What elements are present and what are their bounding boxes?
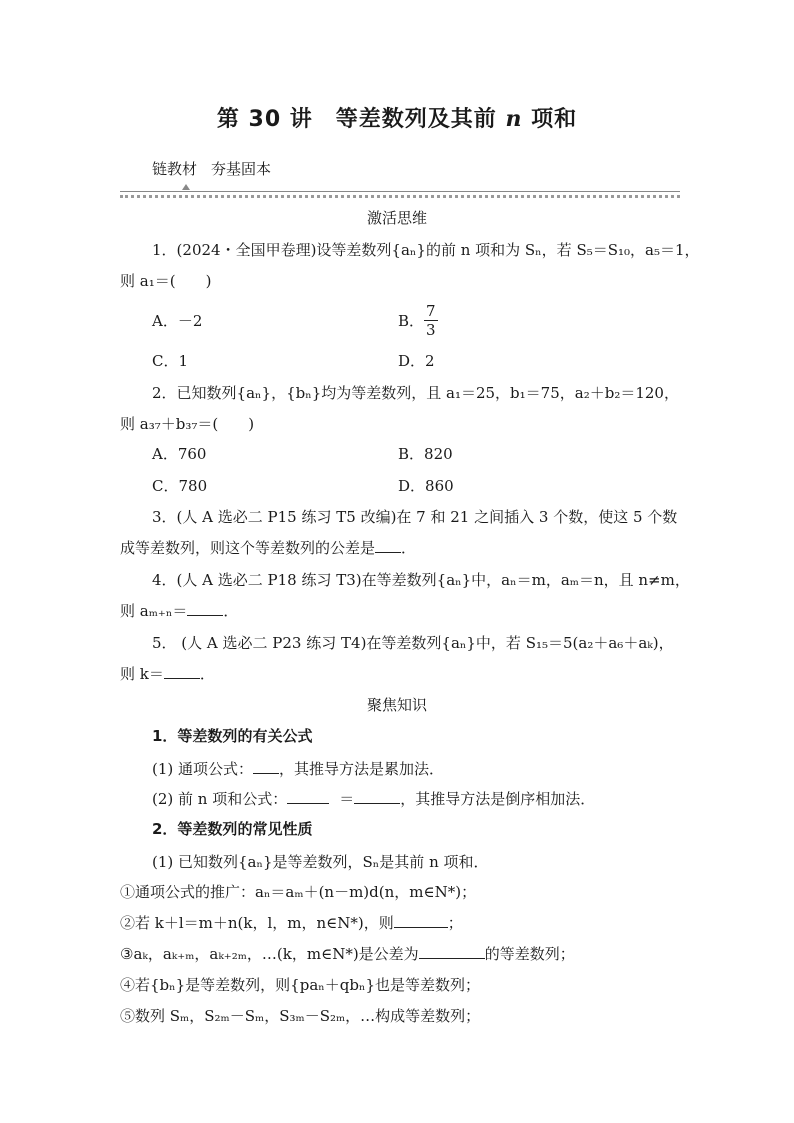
formula-sum-note: ，其推导方法是倒序相加法． <box>400 790 596 808</box>
q1-option-c: C．1 <box>152 352 189 370</box>
property-3-end: 的等差数列； <box>484 945 575 963</box>
formula-general-term <box>152 759 444 779</box>
q4-text: 则 aₘ₊ₙ＝ <box>120 602 188 620</box>
q2-option-c: C．780 <box>152 477 208 495</box>
sum-blank-2[interactable] <box>354 789 400 804</box>
property-4: ④若{bₙ}是等差数列，则{paₙ＋qbₙ}也是等差数列； <box>120 976 480 994</box>
property-2-end: ； <box>447 914 463 932</box>
q2-option-b: B．820 <box>398 445 453 463</box>
formula-general-term-note: ，其推导方法是累加法． <box>279 760 445 778</box>
q4-answer-blank[interactable] <box>187 601 223 616</box>
formula-sum <box>152 789 595 809</box>
property-3 <box>120 944 575 964</box>
q1-option-b-fraction <box>424 302 438 339</box>
q1-option-b-label: B． <box>398 312 425 330</box>
section-pointer-icon <box>182 184 190 190</box>
q1-option-d: D．2 <box>398 352 435 370</box>
knowledge-2-title: 2．等差数列的常见性质 <box>152 820 313 838</box>
sum-blank-1[interactable] <box>287 789 329 804</box>
equals-sign: ＝ <box>339 790 355 808</box>
heading-activate-thinking: 激活思维 <box>366 209 427 227</box>
fraction-numerator: 7 <box>426 302 436 320</box>
q3-stem: 3．(人 A 选必二 P15 练习 T5 改编)在 7 和 21 之间插入 3 个数，使这 5 个数 <box>152 508 678 526</box>
general-term-blank[interactable] <box>253 759 279 774</box>
heading-focus-knowledge: 聚焦知识 <box>366 696 427 714</box>
page-title <box>0 102 794 133</box>
q1-stem-cont: 则 a₁＝( ) <box>120 272 212 290</box>
q5-answer-blank[interactable] <box>164 664 200 679</box>
q1-option-a: A．－2 <box>152 312 203 330</box>
q3-answer-blank[interactable] <box>375 538 401 553</box>
property-intro: (1) 已知数列{aₙ}是等差数列，Sₙ是其前 n 项和． <box>152 853 489 871</box>
q2-stem: 2．已知数列{aₙ}，{bₙ}均为等差数列，且 a₁＝25，b₁＝75，a₂＋b₂＝120， <box>152 384 679 402</box>
section-label-a: 链教材 <box>152 160 198 178</box>
section-label <box>152 158 271 179</box>
property-2 <box>120 913 463 933</box>
property-2-blank[interactable] <box>394 913 448 928</box>
property-3-text: ③aₖ，aₖ₊ₘ，aₖ₊₂ₘ，…(k，m∈N*)是公差为 <box>120 945 419 963</box>
q5-period: ． <box>199 665 215 683</box>
formula-general-term-label: (1) 通项公式： <box>152 760 254 778</box>
property-5: ⑤数列 Sₘ，S₂ₘ－Sₘ，S₃ₘ－S₂ₘ，…构成等差数列； <box>120 1007 481 1025</box>
q3-stem-cont <box>120 538 416 558</box>
q3-text: 成等差数列，则这个等差数列的公差是 <box>120 539 376 557</box>
q1-stem: 1．(2024・全国甲卷理)设等差数列{aₙ}的前 n 项和为 Sₙ，若 S₅＝S₁₀，a₅＝1， <box>152 241 700 259</box>
fraction-denominator: 3 <box>426 321 436 339</box>
title-suffix: 项和 <box>522 107 578 132</box>
q5-stem: 5． (人 A 选必二 P23 练习 T4)在等差数列{aₙ}中，若 S₁₅＝5(a₂＋a₆＋aₖ)， <box>152 634 674 652</box>
title-prefix: 第 30 讲 等差数列及其前 <box>216 107 506 132</box>
section-divider-dotted <box>120 195 680 198</box>
q2-stem-cont: 则 a₃₇＋b₃₇＝( ) <box>120 415 255 433</box>
formula-sum-label: (2) 前 n 项和公式： <box>152 790 288 808</box>
section-divider <box>120 191 680 192</box>
section-label-b: 夯基固本 <box>211 160 272 178</box>
q4-period: ． <box>223 602 239 620</box>
q4-stem: 4．(人 A 选必二 P18 练习 T3)在等差数列{aₙ}中，aₙ＝m，aₘ＝n，且 n≠m， <box>152 571 690 589</box>
q2-option-a: A．760 <box>152 445 207 463</box>
title-variable: n <box>505 106 523 132</box>
q4-stem-cont <box>120 601 238 621</box>
knowledge-1-title: 1．等差数列的有关公式 <box>152 727 313 745</box>
q1-option-b <box>398 302 438 339</box>
property-1: ①通项公式的推广：aₙ＝aₘ＋(n－m)d(n，m∈N*)； <box>120 883 477 901</box>
q5-text: 则 k＝ <box>120 665 164 683</box>
property-3-blank[interactable] <box>419 944 485 959</box>
q3-period: ． <box>401 539 417 557</box>
q2-option-d: D．860 <box>398 477 454 495</box>
property-2-text: ②若 k＋l＝m＋n(k，l，m，n∈N*)，则 <box>120 914 394 932</box>
q5-stem-cont <box>120 664 215 684</box>
